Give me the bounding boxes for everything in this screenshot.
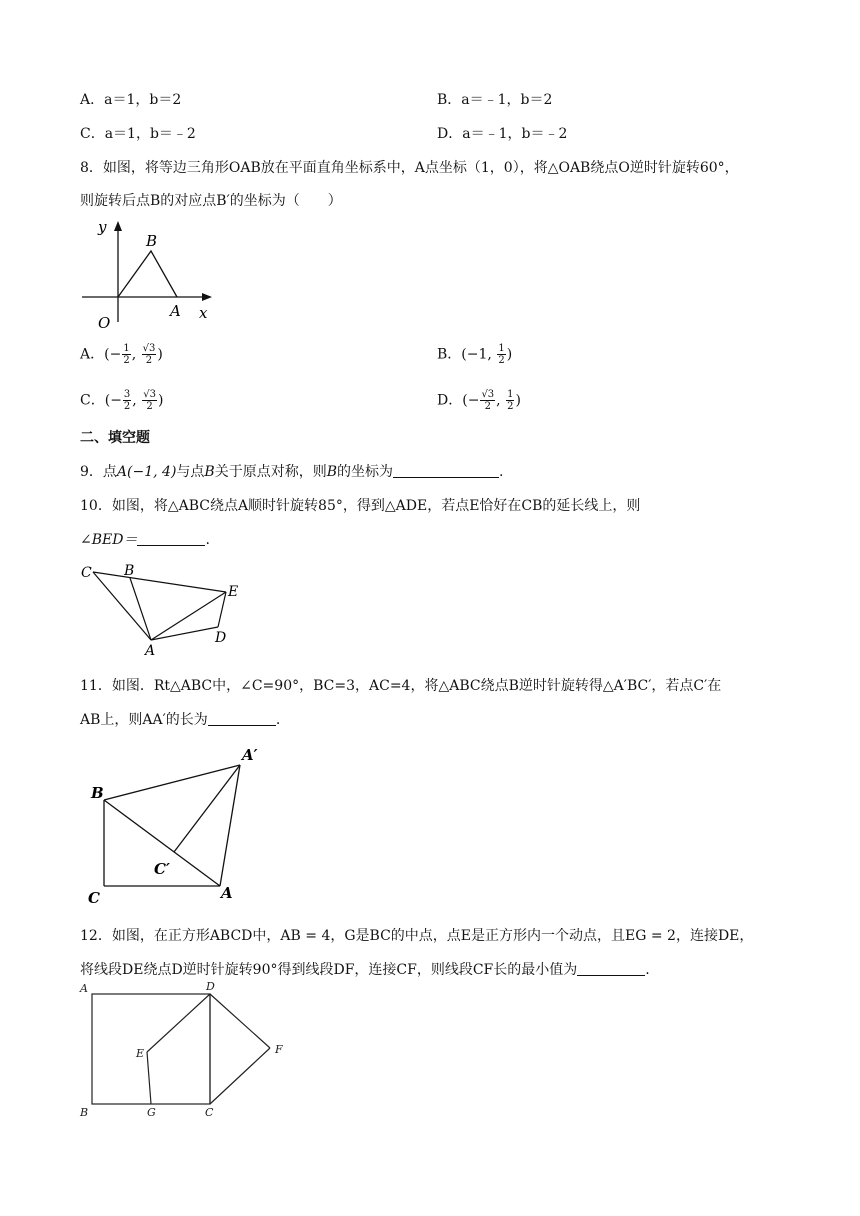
q10-figure xyxy=(80,560,250,660)
q8-x-arrow xyxy=(202,293,212,301)
q8-option-c: C．(− $\frac{3}{2}$ , $\frac{√3}{2}$ ) xyxy=(80,389,164,412)
q9-answer-blank[interactable] xyxy=(393,463,499,478)
q10-label-e: E xyxy=(228,584,239,600)
q8-label-o: O xyxy=(98,314,111,332)
q10-label-b: B xyxy=(124,563,135,579)
q11-answer-blank[interactable] xyxy=(208,711,276,726)
q7-option-d: D．a＝﹣1，b＝﹣2 xyxy=(437,126,568,142)
q12-text-line2: 将线段DE绕点D逆时针旋转90°得到线段DF，连接CF，则线段CF长的最小值为 . xyxy=(80,962,650,978)
q11-label-b: B xyxy=(91,784,104,802)
q12-text-line1: 12．如图，在正方形ABCD中，AB = 4，G是BC的中点，点E是正方形内一个动点，且EG = 2，连接DE， xyxy=(80,928,754,944)
q10-answer-blank[interactable] xyxy=(137,531,205,546)
q8-text-line2: 则旋转后点B的对应点B′的坐标为（ ） xyxy=(80,193,342,209)
q11-seg-a-prime-a xyxy=(220,765,240,886)
q10-label-d: D xyxy=(215,630,227,646)
q11-seg-a-prime-c-prime xyxy=(174,765,240,852)
q12-label-d: D xyxy=(206,980,215,993)
q7-option-c: C．a＝1，b＝﹣2 xyxy=(80,126,196,142)
q11-text-line1: 11．如图．Rt△ABC中，∠C=90°，BC=3，AC=4，将△ABC绕点B逆时针旋转得△A′BC′，若点C′在 xyxy=(80,678,722,694)
q12-seg-eg xyxy=(147,1052,151,1104)
q8-label-b: B xyxy=(146,232,158,250)
q10-seg-ed xyxy=(218,592,226,627)
q8-option-b: B．(−1, $\frac{1}{2}$ ) xyxy=(437,343,513,366)
q10-text-line1: 10．如图，将△ABC绕点A顺时针旋转85°，得到△ADE，若点E恰好在CB的延长线上，则 xyxy=(80,498,641,514)
q10-seg-ba xyxy=(130,578,151,640)
q10-seg-ca xyxy=(93,572,151,640)
q10-seg-ce xyxy=(93,572,226,592)
q12-label-g: G xyxy=(147,1106,156,1119)
q12-seg-fc xyxy=(210,1048,270,1104)
q8-label-y: y xyxy=(98,218,107,236)
q8-text-line1: 8．如图，将等边三角形OAB放在平面直角坐标系中，A点坐标（1，0），将△OAB绕点O逆时针旋转60°， xyxy=(80,160,739,176)
q11-label-a-prime: A′ xyxy=(242,746,258,764)
q8-figure xyxy=(78,218,218,330)
q8-option-d: D．(− $\frac{√3}{2}$ , $\frac{1}{2}$ ) xyxy=(437,389,521,412)
q10-label-a: A xyxy=(145,643,156,659)
q11-seg-ba-prime xyxy=(104,765,240,800)
q8-triangle-oab xyxy=(118,251,177,297)
q12-label-a: A xyxy=(80,982,88,995)
q11-label-c-prime: C′ xyxy=(154,860,170,878)
q11-text-line2: AB上，则AA′的长为 . xyxy=(80,712,281,728)
q12-label-c: C xyxy=(205,1106,214,1119)
q8-option-a: A．(− $\frac{1}{2}$ , $\frac{√3}{2}$ ) xyxy=(80,343,163,366)
q11-label-a: A xyxy=(221,884,233,902)
q10-text-line2: ∠BED＝ . xyxy=(80,532,210,548)
q7-option-b: B．a＝﹣1，b＝2 xyxy=(437,92,553,108)
q11-figure xyxy=(80,738,280,908)
q12-label-f: F xyxy=(275,1043,283,1056)
q10-label-c: C xyxy=(81,565,92,581)
q8-label-x: x xyxy=(199,304,208,322)
section-title-fill-in: 二、填空题 xyxy=(80,430,150,446)
q9-text: 9．点A(−1, 4)与点B关于原点对称，则B的坐标为 . xyxy=(80,464,504,480)
q11-label-c: C xyxy=(88,889,100,907)
q12-seg-df xyxy=(210,994,270,1048)
q7-option-a: A．a＝1，b＝2 xyxy=(80,92,182,108)
q12-figure xyxy=(78,980,298,1120)
q12-seg-de xyxy=(147,994,210,1052)
q8-label-a: A xyxy=(170,302,181,320)
q12-label-b: B xyxy=(80,1106,89,1119)
q12-label-e: E xyxy=(136,1047,145,1060)
q12-answer-blank[interactable] xyxy=(577,961,645,976)
q8-y-arrow xyxy=(114,221,122,231)
